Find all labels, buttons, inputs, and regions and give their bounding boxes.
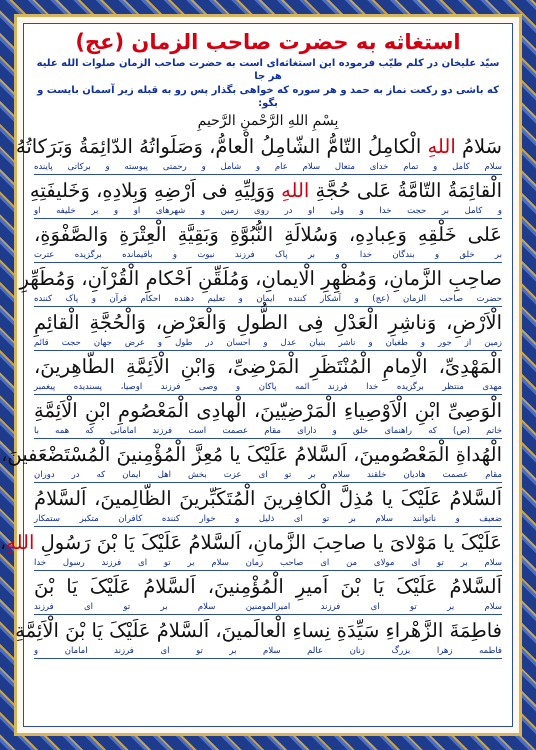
basmala: بِسْمِ اللهِ الرَّحْمنِ الرَّحیمِ — [197, 113, 339, 129]
persian-translation-line: ضعیف و ناتوانند سلام بر تو ای ذلیل و خوار کننده کافران متکبر ستمکار — [34, 514, 502, 524]
verse-row — [15, 132, 502, 175]
allah-word: اللهِ — [427, 135, 456, 158]
verse-row — [34, 484, 502, 527]
verse-row — [29, 176, 502, 219]
verse-row — [0, 528, 502, 571]
arabic-text-line: عَلَیْکَ یا مَوْلایَ یا صاحِبَ الزَّمانِ، اَلسَّلامُ عَلَیْکَ یَا بْنَ رَسُولِ اللهِ، — [0, 531, 502, 554]
persian-translation-line: سلام بر تو ای مولای من ای صاحب زمان سلام بر تو ای فرزند رسول خدا — [34, 558, 502, 568]
persian-translation-line: مهدی منتظر برگزیده خدا فرزند ائمه پاکان و وصی فرزند اوصیا، پسندیده پیغمبر — [34, 382, 502, 392]
verse-row — [34, 396, 502, 439]
persian-translation-line: سلام کامل و تمام خدای متعال سلام عام و شامل و رحمتی پیوسته و برکاتی پاینده — [34, 162, 502, 172]
verse-row — [34, 352, 502, 395]
verse-row — [19, 264, 502, 307]
persian-translation-line: سلام بر تو ای فرزند امیرالمومنین سلام بر تو ای فرزند — [34, 602, 502, 612]
persian-translation-line: و کامل بر حجت خدا و ولی او در روی زمین و شهرهای او و بر خلیفه او — [34, 206, 502, 216]
intro-line-1: سیّد علیخان در کلم طیّب فرموده این استغاثه‌ای است به حضرت صاحب الزمان صلوات الله علیه هر جا — [36, 58, 500, 82]
verse-row — [34, 220, 502, 263]
persian-translation-line: خاتم (ص) که راهنمای خلق و دارای مقام عصمت است فرزند امامانی که همه با — [34, 426, 502, 436]
persian-translation-line: فاطمه زهرا بزرگ زنان عالم سلام بر تو ای فرزند امامان و — [34, 646, 502, 656]
arabic-text-line: عَلی خَلْقِهِ وَعِبادِهِ، وَسُلالَةِ النُّبُوَّةِ وَبَقِیَّةِ الْعِتْرَةِ وَالصَّفْوَةِ، — [34, 223, 502, 246]
persian-translation-line: حضرت صاحب الزمان (عج) و آشکار کننده ایمان و تعلیم دهنده احکام قرآن و پاک کننده — [34, 294, 502, 304]
persian-translation-line: زمین از جور و طغیان و ناشر بنیان عدل و احسان در طول و عرض جهان حجت قائم — [34, 338, 502, 348]
allah-word: اللهِ — [6, 531, 35, 554]
verse-row — [34, 308, 502, 351]
verse-list — [0, 132, 502, 659]
persian-translation-line: مقام عصمت هادیان خلقند سلام بر تو ای عزت بخش اهل ایمان که در دوران — [34, 470, 502, 480]
arabic-text-line: سَلامُ اللهِ الْکامِلُ التّامُّ الشّامِلُ الْعامُّ، وَصَلَواتُهُ الدّائِمَةُ وَبَرَکاتُهُ — [15, 135, 502, 158]
arabic-text-line: الْاَرْضِ، وَناشِرِ الْعَدْلِ فِی الطُّولِ وَالْعَرْضِ، وَالْحُجَّةِ الْقائِمِ — [34, 311, 502, 334]
prayer-page — [0, 23, 513, 727]
allah-word: اللهِ — [281, 179, 310, 202]
verse-row — [15, 616, 502, 659]
arabic-text-line: اَلسَّلامُ عَلَیْکَ یا مُذِلَّ الْکافِرینَ الْمُتَکَبِّرینَ الظّالِمینَ، اَلسَّلامُ — [34, 487, 502, 510]
arabic-text-line: اَلسَّلامُ عَلَیْکَ یَا بْنَ اَمیرِ الْمُؤْمِنینَ، اَلسَّلامُ عَلَیْکَ یَا بْنَ — [34, 575, 502, 598]
frame-inner-border — [0, 14, 522, 736]
arabic-text-line: فاطِمَةَ الزَّهْراءِ سَیِّدَةِ نِساءِ الْعالَمینَ، اَلسَّلامُ عَلَیْکَ یَا بْنَ الْاَئِمَّةِ — [15, 619, 502, 642]
page-title: استغاثه به حضرت صاحب الزمان (عج) — [75, 30, 461, 54]
arabic-text-line: الْوَصِیِّ ابْنِ الْاَوْصِیاءِ الْمَرْضِیّینَ، الْهادِی الْمَعْصُومِ ابْنِ الْاَئِمَّةِ — [34, 399, 502, 422]
arabic-text-line: الْهُداةِ الْمَعْصُومینَ، اَلسَّلامُ عَلَیْکَ یا مُعِزَّ الْمُؤْمِنینَ الْمُسْتَضْعَفینَ، — [1, 443, 502, 466]
arabic-text-line: الْقائِمَةُ التّامَّةُ عَلی حُجَّةِ اللهِ وَوَلِیِّهِ فی اَرْضِهِ وَبِلادِهِ، وَخَلیفَتِهِ — [29, 179, 502, 202]
verse-row — [1, 440, 502, 483]
verse-row — [34, 572, 502, 615]
persian-translation-line: بر خلق و بندگان خدا و بر پاک فرزند نبوت و باقیمانده برگزیده عترت — [34, 250, 502, 260]
intro-line-2: که باشی دو رکعت نماز به حمد و هر سوره که خواهی بگذار پس رو به قبله زیر آسمان بایست و بگو: — [37, 85, 499, 109]
arabic-text-line: صاحِبِ الزَّمانِ، وَمُظْهِرِ الْایمانِ، وَمُلَقِّنِ اَحْکامِ الْقُرْآنِ، وَمُطَهِّرِ — [19, 267, 502, 290]
arabic-text-line: الْمَهْدِیِّ، الْاِمامِ الْمُنْتَظَرِ الْمَرْضِیِّ، وَابْنِ الْاَئِمَّةِ الطّاهِرینَ، — [34, 355, 502, 378]
